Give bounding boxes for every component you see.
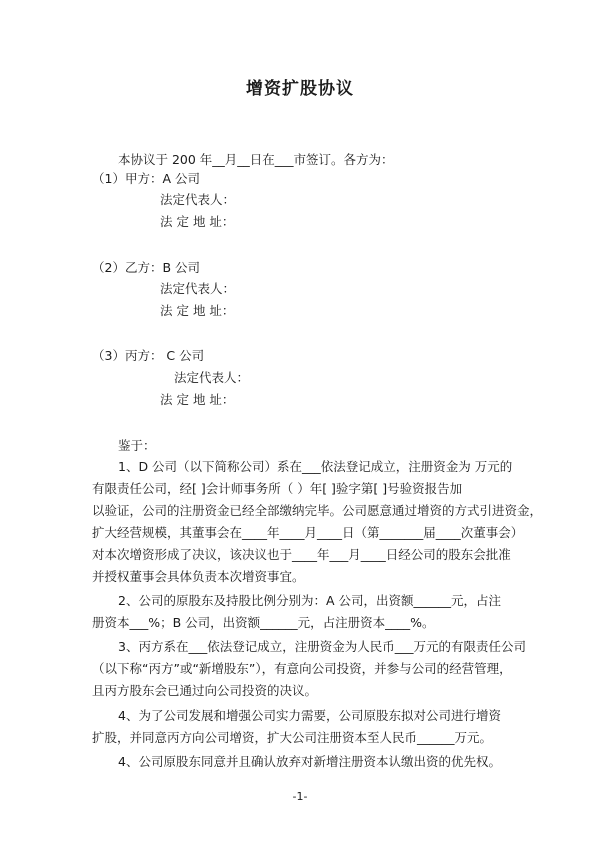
clause-line: 扩大经营规模，其董事会在____年____月____日（第_______届____次董事会） <box>92 525 524 540</box>
clause-line: 3、丙方系在___依法登记成立，注册资金为人民币___万元的有限责任公司 <box>118 639 526 654</box>
party-a-label: （1）甲方：A 公司 <box>92 171 200 186</box>
clause-line: （以下称“丙方”或“新增股东”），有意向公司投资，并参与公司的经营管理， <box>92 661 512 676</box>
party-c-address: 法 定 地 址： <box>160 392 235 407</box>
party-a-rep: 法定代表人： <box>160 192 236 207</box>
clause-line: 且丙方股东会已通过向公司投资的决议。 <box>92 683 318 698</box>
party-a-address: 法 定 地 址： <box>160 214 235 229</box>
clause-line: 4、公司原股东同意并且确认放弃对新增注册资本认缴出资的优先权。 <box>118 754 501 769</box>
clause-line: 有限责任公司，经[ ]会计师事务所（ ）年[ ]验字第[ ]号验资报告加 <box>92 481 463 496</box>
document-title: 增资扩股协议 <box>246 79 354 99</box>
party-b-label: （2）乙方：B 公司 <box>92 260 201 275</box>
party-c-label: （3）丙方： C 公司 <box>92 348 205 363</box>
page-number: -1- <box>292 790 308 803</box>
party-b-rep: 法定代表人： <box>160 281 236 296</box>
clause-line: 册资本___%；B 公司，出资额______元，占注册资本____%。 <box>92 615 435 630</box>
whereas-heading: 鉴于： <box>118 438 156 453</box>
clause-line: 对本次增资形成了决议，该决议也于____年___月____日经公司的股东会批准 <box>92 547 511 562</box>
party-b-address: 法 定 地 址： <box>160 303 235 318</box>
clause-line: 扩股，并同意丙方向公司增资，扩大公司注册资本至人民币______万元。 <box>92 730 493 745</box>
clause-line: 并授权董事会具体负责本次增资事宜。 <box>92 569 305 584</box>
clause-line: 4、为了公司发展和增强公司实力需要，公司原股东拟对公司进行增资 <box>118 708 501 723</box>
clause-line: 以验证，公司的注册资金已经全部缴纳完毕。公司愿意通过增资的方式引进资金， <box>92 503 543 518</box>
clause-line: 1、D 公司（以下简称公司）系在___依法登记成立，注册资金为 万元的 <box>118 459 513 474</box>
party-c-rep: 法定代表人： <box>174 370 250 385</box>
clause-line: 2、公司的原股东及持股比例分别为：A 公司，出资额______元，占注 <box>118 593 501 608</box>
intro-line: 本协议于 200 年__月__日在___市签订。各方为： <box>118 152 394 167</box>
